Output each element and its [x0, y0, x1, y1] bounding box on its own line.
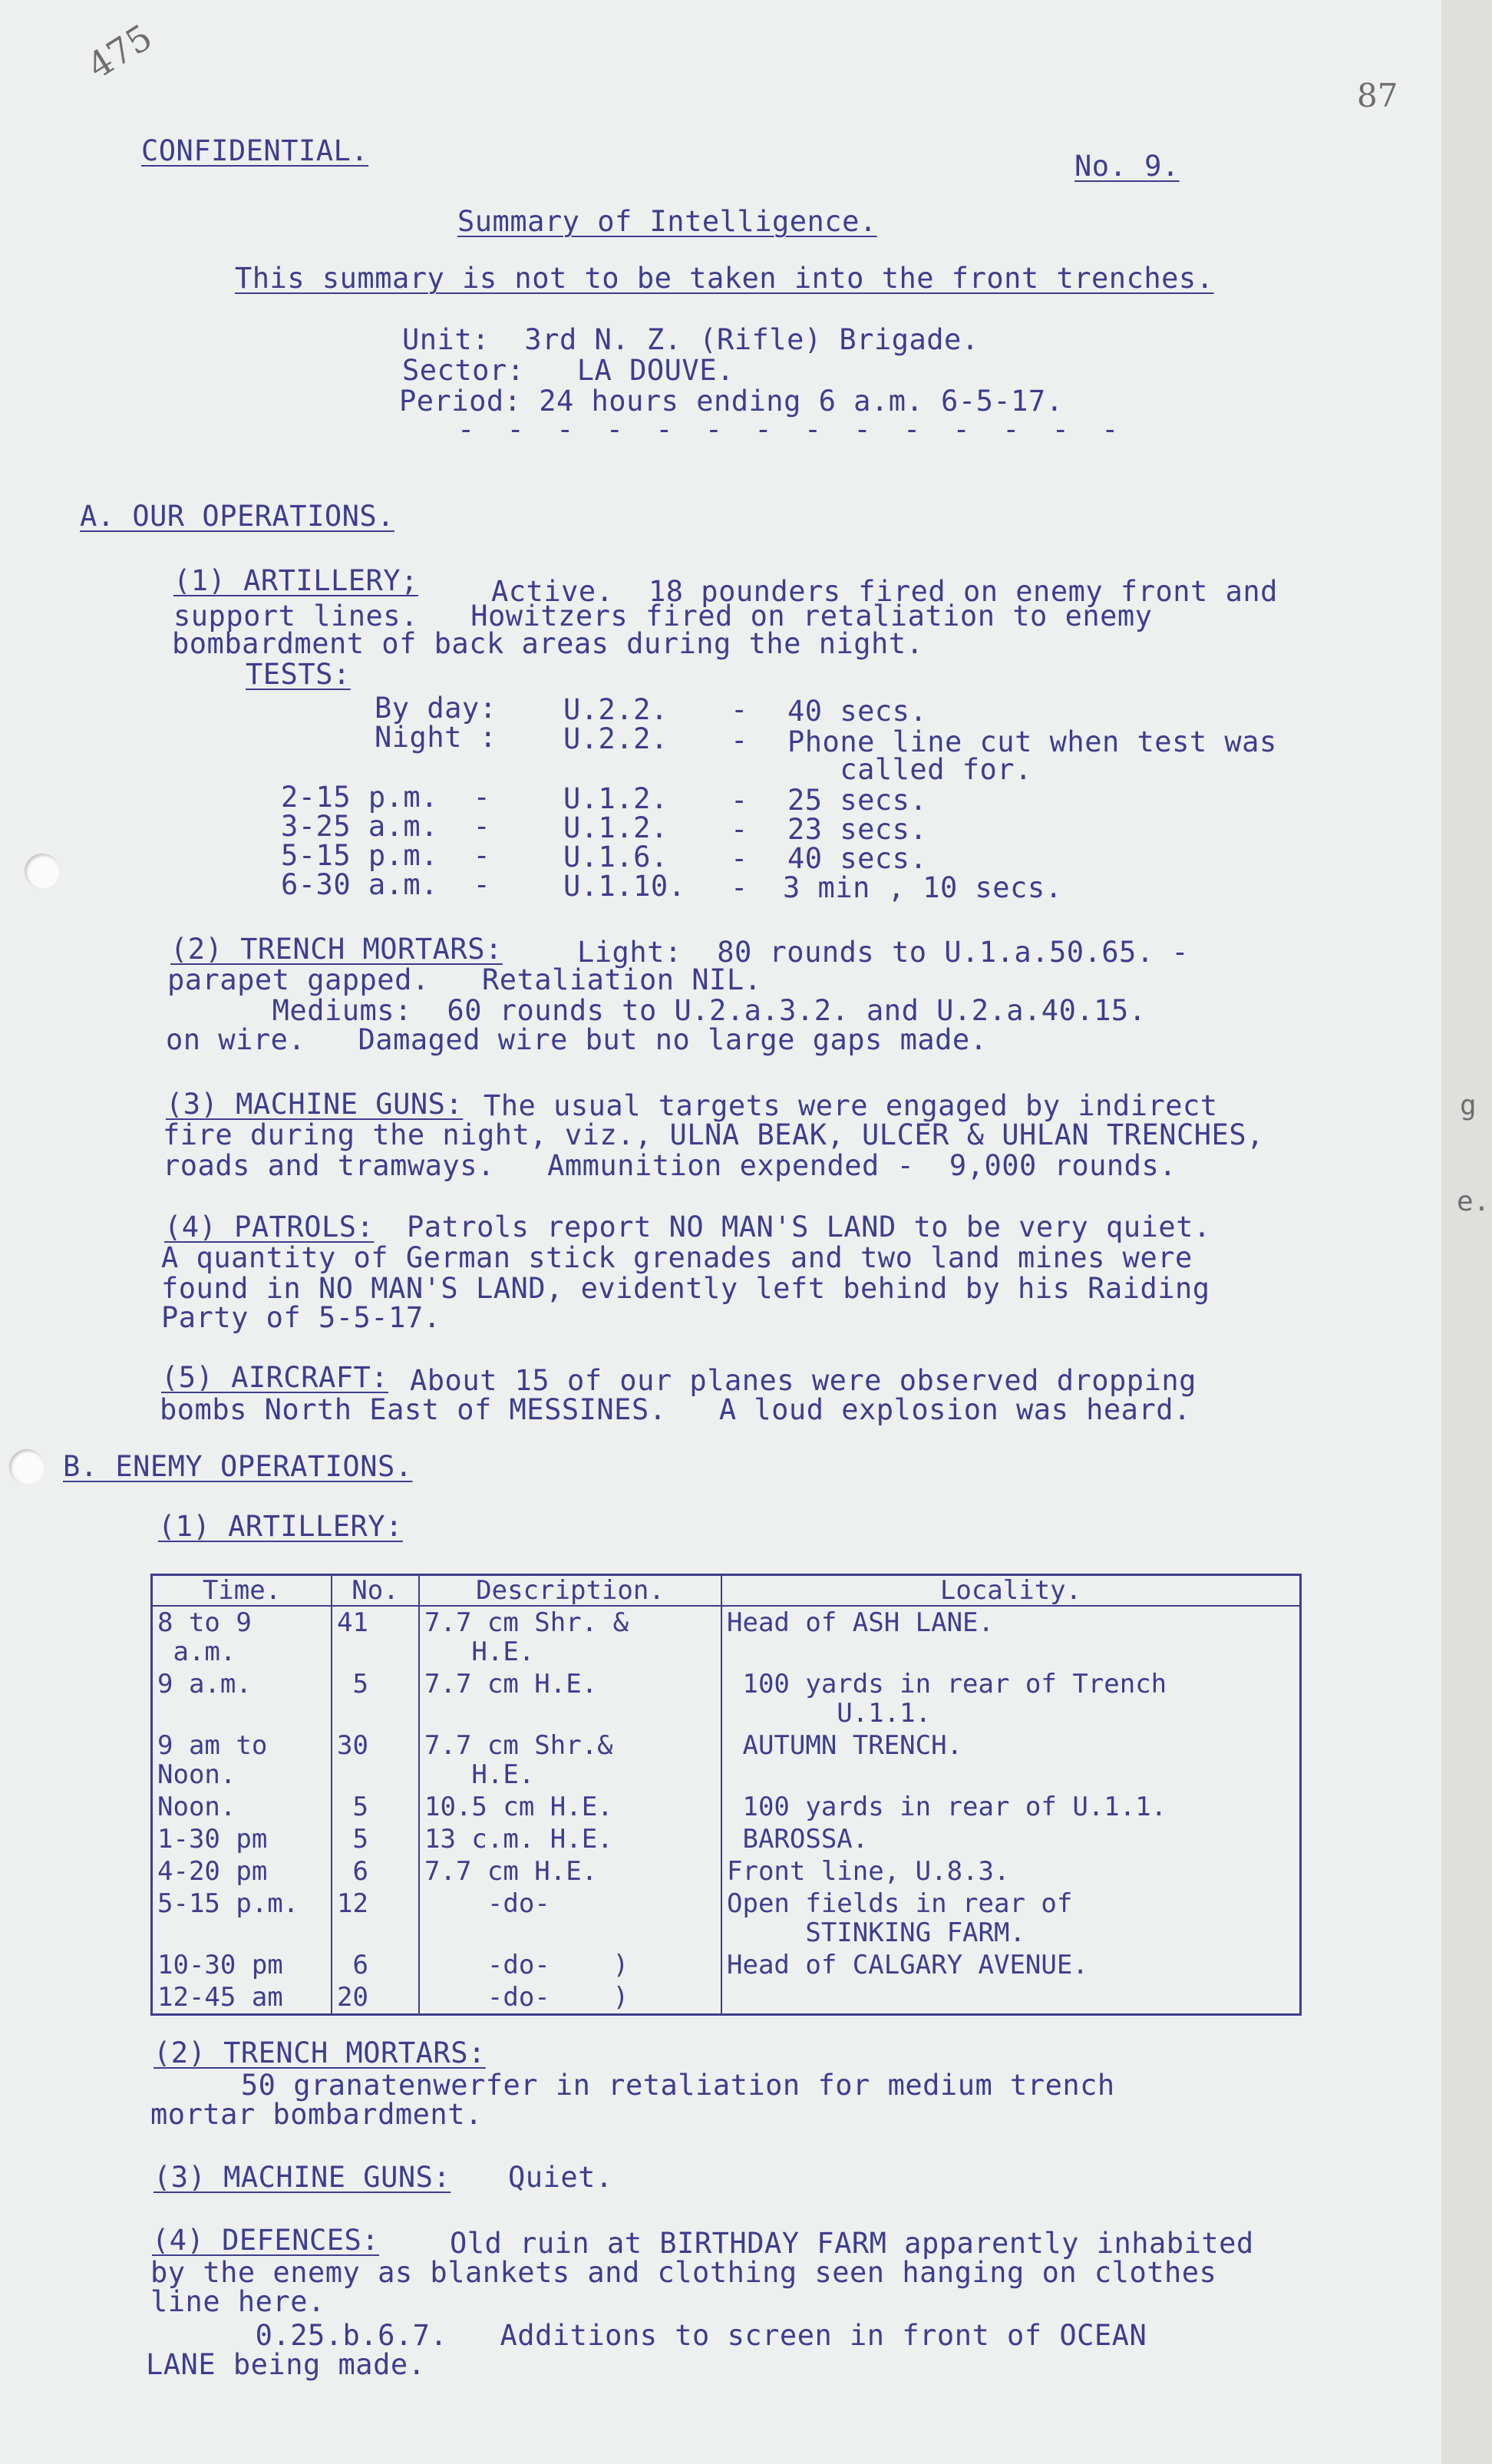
test-when: 2-15 p.m. - [281, 781, 491, 814]
enemy-machine-guns-label: (3) MACHINE GUNS: [153, 2161, 451, 2194]
test-code: U.1.2. [563, 782, 668, 815]
locality-cell: Open fields in rear of STINKING FARM. [721, 1888, 1301, 1949]
punch-hole [25, 854, 60, 889]
time-cell: 9 a.m. [152, 1668, 332, 1729]
separator-line: - - - - - - - - - - - - - - [457, 413, 1127, 446]
count-cell: 12 [332, 1888, 419, 1949]
test-result: called for. [787, 753, 1032, 786]
locality-cell: Front line, U.8.3. [721, 1855, 1301, 1888]
table-row [152, 1729, 1301, 1791]
report-number: No. 9. [1074, 150, 1180, 183]
test-when: 6-30 a.m. - [281, 868, 491, 901]
test-code: U.1.10. [563, 870, 686, 903]
stamp-number: 475 [80, 15, 160, 88]
artillery-text-line: bombardment of back areas during the night. [172, 627, 924, 660]
sector-line: Sector: LA DOUVE. [402, 354, 734, 387]
test-code: U.2.2. [563, 722, 668, 755]
machine-guns-line: The usual targets were engaged by indirect [484, 1089, 1218, 1122]
test-dash: - [731, 724, 748, 757]
locality-cell [721, 1981, 1301, 2015]
test-code: U.1.6. [563, 841, 668, 874]
edge-letter: g [1460, 1090, 1477, 1121]
test-dash: - [731, 842, 748, 875]
tests-label: TESTS: [246, 658, 351, 691]
section-b-heading: B. ENEMY OPERATIONS. [63, 1450, 413, 1483]
column-header-locality: Locality. [721, 1575, 1301, 1607]
machine-guns-line: fire during the night, viz., ULNA BEAK, ULCER & UHLAN TRENCHES, [163, 1118, 1264, 1151]
test-dash: - [731, 784, 748, 817]
test-when: By day: [375, 692, 497, 725]
confidential-mark: CONFIDENTIAL. [141, 134, 369, 167]
machine-guns-line: roads and tramways. Ammunition expended - 9,000 rounds. [163, 1149, 1177, 1182]
locality-cell: 100 yards in rear of U.1.1. [721, 1791, 1301, 1823]
count-cell: 20 [332, 1981, 419, 2015]
patrols-line: Party of 5-5-17. [161, 1301, 441, 1334]
patrols-line: found in NO MAN'S LAND, evidently left behind by his Raiding [161, 1272, 1210, 1305]
trench-mortars-line: on wire. Damaged wire but no large gaps made. [166, 1023, 988, 1056]
patrols-line: Patrols report NO MAN'S LAND to be very quiet. [407, 1211, 1211, 1244]
test-dash: - [731, 871, 748, 904]
artillery-text-line: Active. 18 pounders fired on enemy front and [491, 575, 1278, 608]
description-cell: 13 c.m. H.E. [419, 1823, 721, 1855]
enemy-trench-mortars-label: (2) TRENCH MORTARS: [153, 2036, 486, 2069]
enemy-artillery-label: (1) ARTILLERY: [158, 1510, 403, 1543]
test-when: 3-25 a.m. - [281, 810, 491, 843]
time-cell: 10-30 pm [152, 1949, 332, 1981]
test-result: 3 min , 10 secs. [783, 871, 1063, 904]
time-cell: 1-30 pm [152, 1823, 332, 1855]
test-code: U.2.2. [563, 693, 668, 726]
locality-cell: 100 yards in rear of Trench U.1.1. [721, 1668, 1301, 1729]
trench-mortars-line: Light: 80 rounds to U.1.a.50.65. - [577, 936, 1190, 969]
edge-letter: e. [1457, 1186, 1490, 1217]
section-a-heading: A. OUR OPERATIONS. [80, 500, 394, 533]
table-row [152, 1855, 1301, 1888]
trench-mortars-line: Mediums: 60 rounds to U.2.a.3.2. and U.2.a.40.15. [167, 994, 1147, 1027]
enemy-trench-mortars-line: 50 granatenwerfer in retaliation for medium trench [153, 2069, 1115, 2102]
defences-label: (4) DEFENCES: [152, 2224, 380, 2257]
enemy-trench-mortars-line: mortar bombardment. [150, 2098, 483, 2131]
locality-cell: Head of ASH LANE. [721, 1606, 1301, 1668]
trench-mortars-label: (2) TRENCH MORTARS: [170, 933, 503, 966]
time-cell: 9 am to Noon. [152, 1729, 332, 1791]
table-row [152, 1888, 1301, 1949]
description-cell: -do- ) [419, 1949, 721, 1981]
aircraft-label: (5) AIRCRAFT: [161, 1361, 389, 1394]
trench-mortars-line: parapet gapped. Retaliation NIL. [167, 963, 762, 996]
defences-line: 0.25.b.6.7. Additions to screen in front of OCEAN [150, 2319, 1147, 2352]
description-cell: 7.7 cm Shr. & H.E. [419, 1606, 721, 1668]
count-cell: 6 [332, 1855, 419, 1888]
test-result: 25 secs. [787, 784, 928, 817]
column-header-description: Description. [419, 1575, 721, 1607]
locality-cell: AUTUMN TRENCH. [721, 1729, 1301, 1791]
patrols-line: A quantity of German stick grenades and two land mines were [161, 1241, 1193, 1274]
time-cell: Noon. [152, 1791, 332, 1823]
patrols-label: (4) PATROLS: [164, 1211, 375, 1244]
artillery-text-line: support lines. Howitzers fired on retaliation to enemy [173, 599, 1153, 633]
artillery-label: (1) ARTILLERY; [173, 564, 418, 597]
description-cell: -do- [419, 1888, 721, 1949]
page-number: 87 [1357, 77, 1398, 114]
test-dash: - [731, 813, 748, 846]
description-cell: 10.5 cm H.E. [419, 1791, 721, 1823]
period-line: Period: 24 hours ending 6 a.m. 6-5-17. [399, 385, 1064, 418]
time-cell: 8 to 9 a.m. [152, 1606, 332, 1668]
machine-guns-label: (3) MACHINE GUNS: [166, 1088, 464, 1121]
test-result: Phone line cut when test was [787, 725, 1277, 758]
description-cell: 7.7 cm H.E. [419, 1855, 721, 1888]
test-result: 23 secs. [787, 813, 928, 846]
column-header-time: Time. [152, 1575, 332, 1607]
aircraft-line: bombs North East of MESSINES. A loud explosion was heard. [160, 1393, 1191, 1426]
test-result: 40 secs. [787, 842, 928, 875]
test-when: 5-15 p.m. - [281, 839, 491, 872]
test-dash: - [731, 693, 748, 726]
count-cell: 6 [332, 1949, 419, 1981]
table-row [152, 1981, 1301, 2015]
count-cell: 5 [332, 1791, 419, 1823]
count-cell: 5 [332, 1823, 419, 1855]
table-row [152, 1668, 1301, 1729]
aircraft-line: About 15 of our planes were observed dropping [410, 1364, 1197, 1397]
table-header-row [152, 1575, 1301, 1607]
count-cell: 41 [332, 1606, 419, 1668]
test-code: U.1.2. [563, 811, 668, 844]
locality-cell: BAROSSA. [721, 1823, 1301, 1855]
test-result: 40 secs. [787, 695, 928, 728]
description-cell: 7.7 cm Shr.& H.E. [419, 1729, 721, 1791]
distribution-notice: This summary is not to be taken into the front trenches. [235, 262, 1214, 295]
time-cell: 12-45 am [152, 1981, 332, 2015]
defences-line: LANE being made. [146, 2348, 426, 2381]
test-when: Night : [375, 721, 497, 754]
column-header-no: No. [332, 1575, 419, 1607]
defences-line: line here. [150, 2285, 325, 2318]
unit-line: Unit: 3rd N. Z. (Rifle) Brigade. [402, 323, 979, 356]
enemy-machine-guns-text: Quiet. [508, 2161, 613, 2194]
description-cell: 7.7 cm H.E. [419, 1668, 721, 1729]
defences-line: by the enemy as blankets and clothing seen hanging on clothes [150, 2256, 1217, 2289]
count-cell: 30 [332, 1729, 419, 1791]
table-row [152, 1823, 1301, 1855]
underlying-page-edge [1441, 0, 1492, 2464]
table-row [152, 1949, 1301, 1981]
locality-cell: Head of CALGARY AVENUE. [721, 1949, 1301, 1981]
defences-line: Old ruin at BIRTHDAY FARM apparently inhabited [450, 2227, 1254, 2260]
enemy-artillery-table [150, 1574, 1302, 2016]
table-row [152, 1606, 1301, 1668]
count-cell: 5 [332, 1668, 419, 1729]
punch-hole [9, 1449, 45, 1485]
description-cell: -do- ) [419, 1981, 721, 2015]
table-row [152, 1791, 1301, 1823]
time-cell: 4-20 pm [152, 1855, 332, 1888]
time-cell: 5-15 p.m. [152, 1888, 332, 1949]
document-title: Summary of Intelligence. [457, 205, 877, 238]
